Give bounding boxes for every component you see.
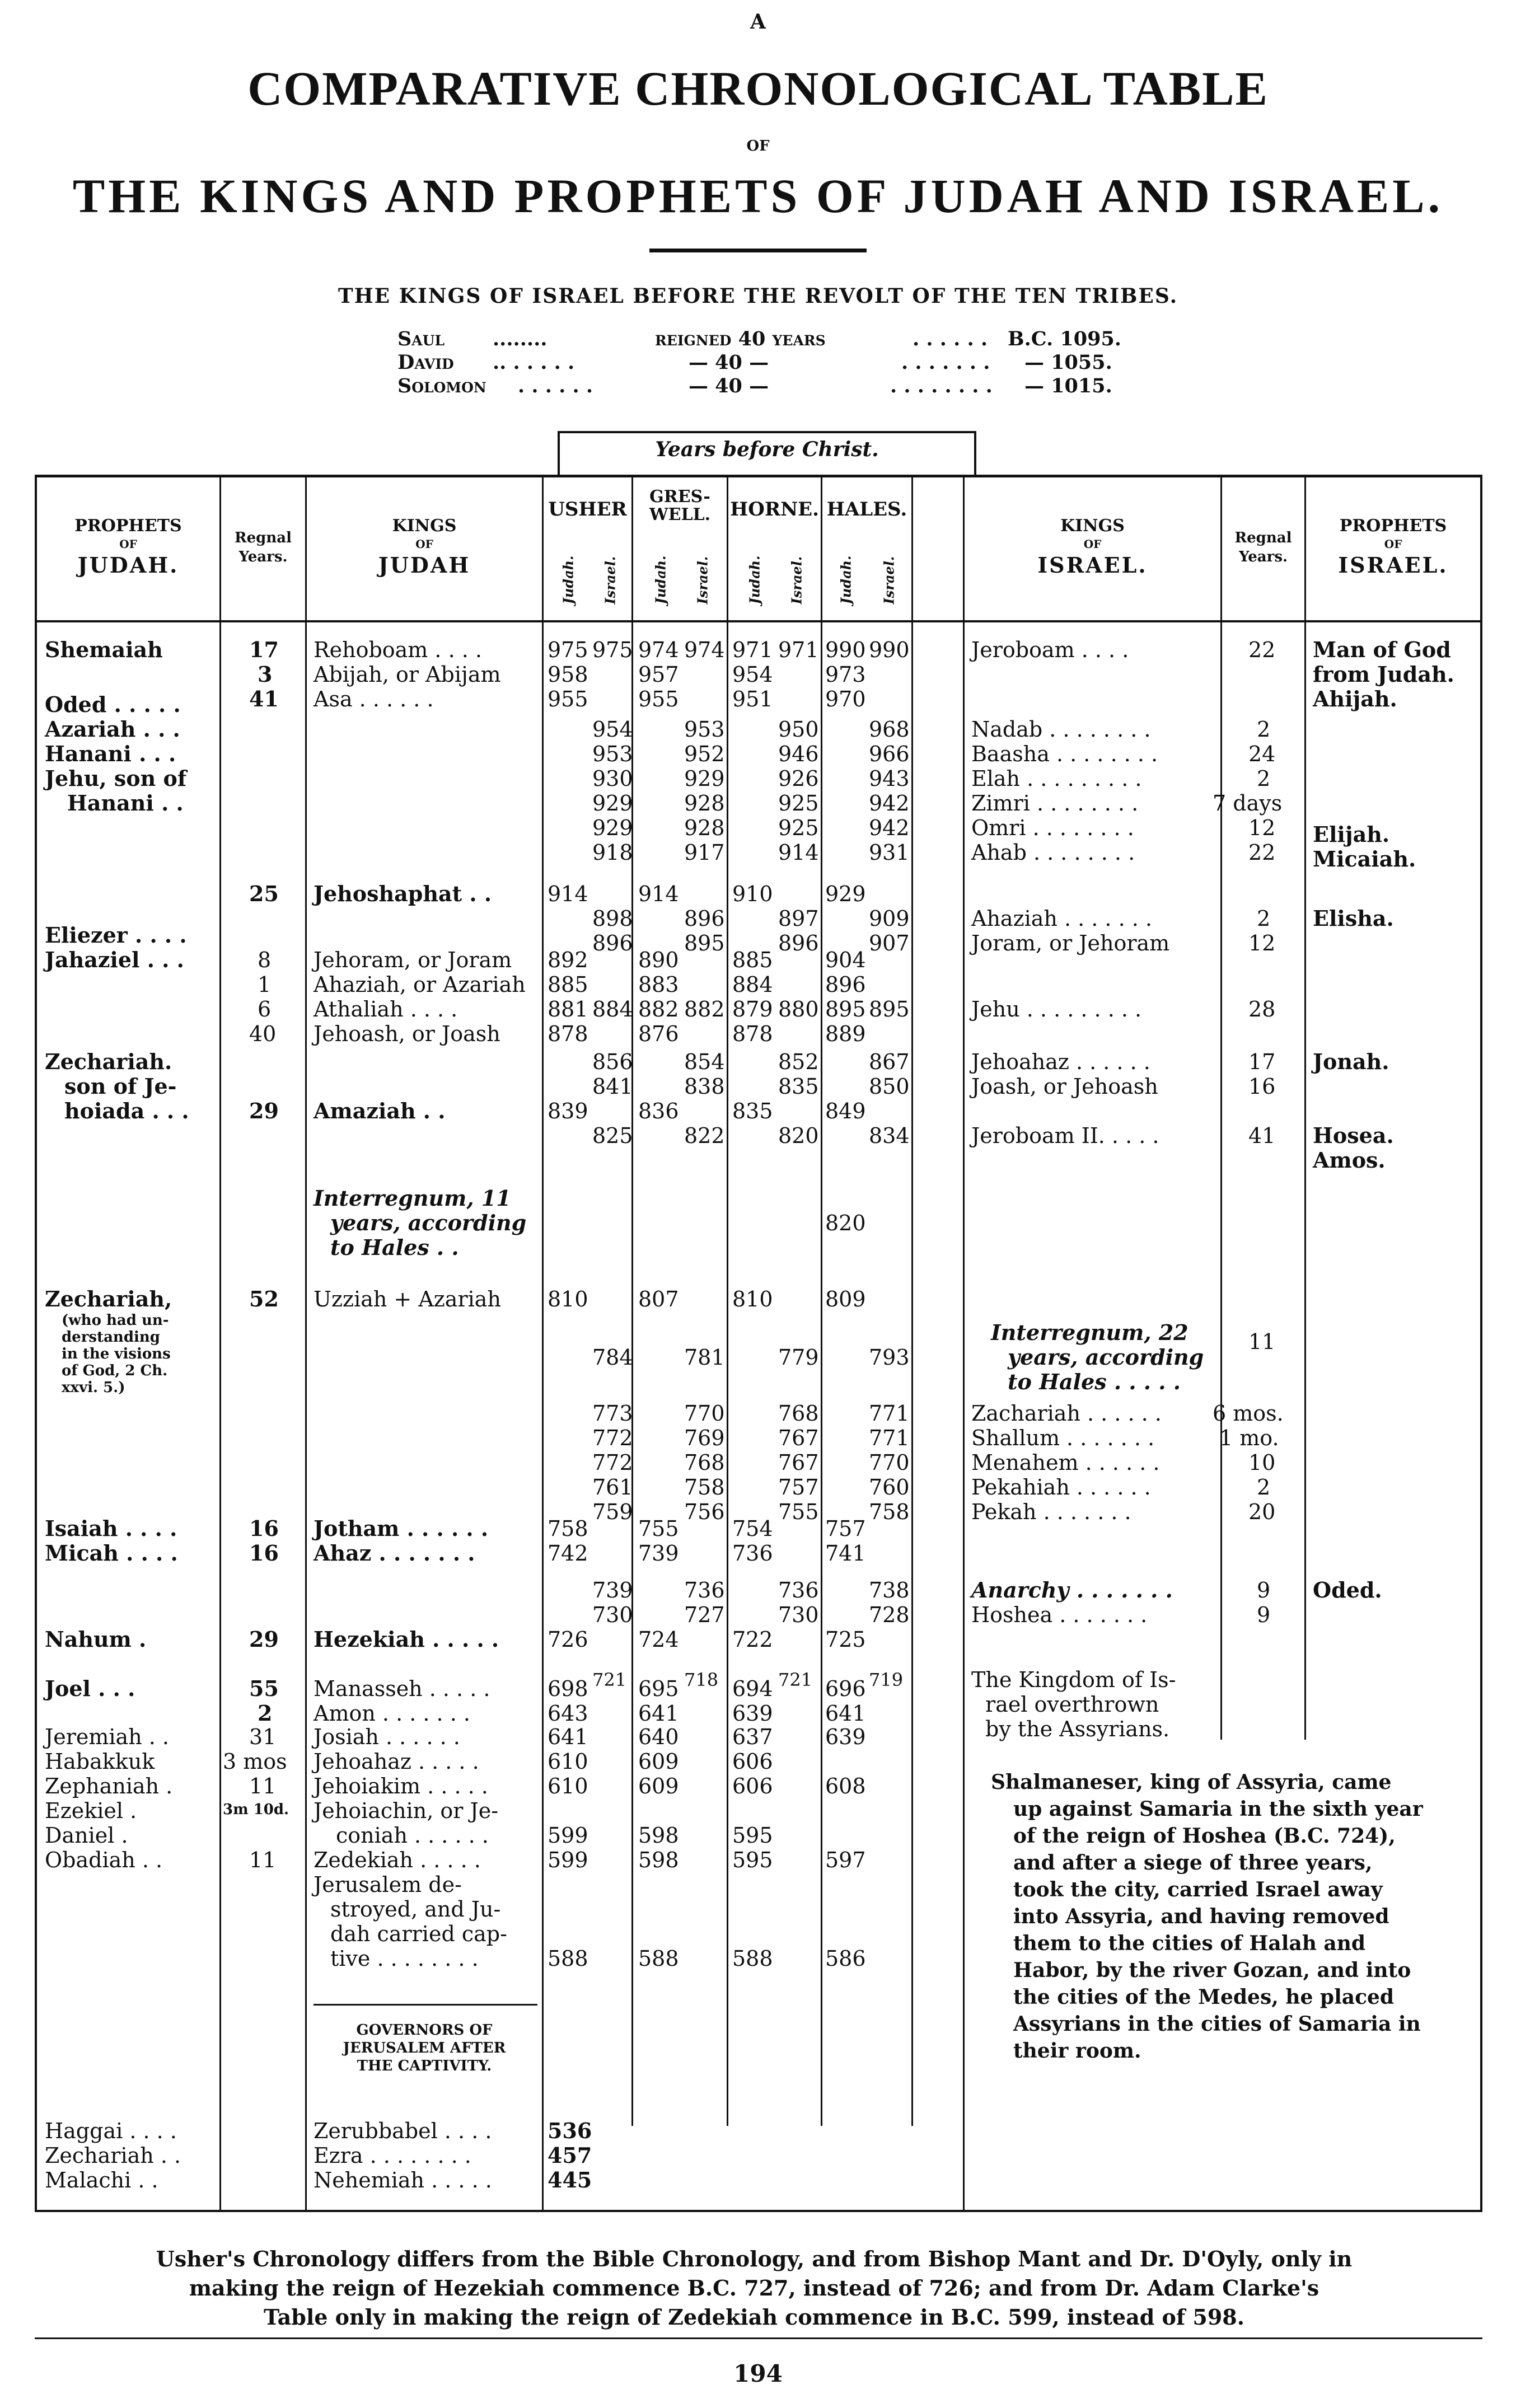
hdr-usher-judah: Judah. (560, 555, 577, 605)
prophet-israel: Ahijah. (1313, 686, 1397, 711)
king-israel: Ahab . . . . . . . . (971, 840, 1135, 865)
king-judah: Jerusalem de- (314, 1872, 462, 1897)
king-judah: Manasseh . . . . . (314, 1676, 490, 1701)
page-number: 194 (733, 2360, 783, 2387)
governors-heading: THE CAPTIVITY. (357, 2058, 492, 2074)
king-judah: Jehoiakim . . . . . (314, 1774, 488, 1798)
israel-overthrown: by the Assyrians. (985, 1717, 1170, 1741)
king-israel: Pekahiah . . . . . . (971, 1475, 1151, 1500)
governors-heading: GOVERNORS OF (356, 2022, 493, 2039)
prophet-judah-note: in the visions (62, 1346, 171, 1362)
prophet-israel: Man of God (1313, 637, 1451, 662)
hdr-regnal-years-left: Regnal Years. (235, 530, 292, 565)
king-israel: Joash, or Jehoash (971, 1074, 1158, 1099)
king-judah: Jehoash, or Joash (314, 1022, 500, 1046)
king-judah: Jehoiachin, or Je- (314, 1798, 499, 1823)
prophet-judah-note: derstanding (62, 1329, 160, 1346)
king-israel: Zachariah . . . . . . (971, 1401, 1162, 1426)
pre-revolt-reigned: reigned 40 years (655, 327, 826, 350)
king-israel: Jehu . . . . . . . . . (971, 997, 1142, 1022)
king-israel: Elah . . . . . . . . . (971, 766, 1142, 791)
years-before-christ-label: Years before Christ. (655, 438, 879, 461)
governor: Zerubbabel . . . . (314, 2119, 492, 2143)
prophet-judah: Malachi . . (45, 2168, 158, 2193)
governor: Nehemiah . . . . . (314, 2168, 492, 2193)
prophet-israel: Jonah. (1313, 1049, 1389, 1074)
king-israel: Menahem . . . . . . (971, 1450, 1160, 1475)
prophet-judah: son of Je- (64, 1074, 177, 1099)
king-judah: Jehoram, or Joram (314, 948, 512, 972)
king-judah: Hezekiah . . . . . (314, 1627, 499, 1652)
hdr-horne-israel: Israel. (788, 556, 805, 605)
prophet-judah: Zechariah . . (45, 2143, 181, 2168)
prophet-israel: Oded. (1313, 1577, 1382, 1603)
prophet-israel: from Judah. (1313, 662, 1454, 687)
israel-overthrown: The Kingdom of Is- (971, 1667, 1176, 1692)
king-israel: Joram, or Jehoram (971, 931, 1170, 955)
hdr-prophets-israel: PROPHETS OF ISRAEL. (1338, 516, 1448, 578)
hdr-hales: HALES. (826, 498, 907, 521)
hdr-horne: HORNE. (730, 498, 819, 521)
hdr-kings-judah: KINGS OF JUDAH (378, 516, 471, 578)
pre-revolt-dots: . . . . . . . (901, 351, 990, 374)
prophet-judah-note: (who had un- (62, 1312, 169, 1329)
king-judah: Zedekiah . . . . . (314, 1848, 481, 1872)
hdr-horne-judah: Judah. (746, 555, 763, 605)
pre-revolt-dots: . . . . . . . . (890, 374, 993, 397)
interregnum-judah: to Hales . . (330, 1235, 459, 1260)
king-judah: Jehoahaz . . . . . (314, 1749, 479, 1774)
king-israel: Ahaziah . . . . . . . (971, 906, 1152, 931)
pre-revolt-dots: . . . . . . (913, 327, 988, 350)
prophet-judah: Shemaiah (45, 637, 163, 662)
prophet-judah: Habakkuk (45, 1749, 155, 1774)
king-judah: Athaliah . . . . (314, 997, 458, 1022)
title-of: OF (746, 138, 770, 154)
prophet-judah: Micah . . . . (45, 1540, 178, 1566)
prophet-israel: Elijah. (1313, 822, 1390, 847)
pre-revolt-bc: — 1015. (1024, 374, 1112, 397)
hdr-gresweli: GRES- WELL. (649, 487, 711, 524)
pre-revolt-king: David (397, 351, 454, 374)
governors-rule (314, 2004, 537, 2006)
interregnum-israel: Interregnum, 22 (991, 1320, 1189, 1345)
prophet-israel: Elisha. (1313, 906, 1394, 931)
prophet-judah-note: of God, 2 Ch. (62, 1362, 168, 1379)
king-judah: Uzziah + Azariah (314, 1287, 501, 1311)
king-judah: Asa . . . . . . (314, 687, 434, 711)
king-israel: Anarchy . . . . . . . (971, 1577, 1173, 1603)
king-judah: Josiah . . . . . . (314, 1725, 460, 1749)
interregnum-judah: years, according (330, 1210, 527, 1235)
king-judah: dah carried cap- (330, 1922, 507, 1946)
prophet-judah: Haggai . . . . (45, 2119, 177, 2143)
prophet-judah: Hanani . . (67, 790, 184, 816)
pre-revolt-reigned: — 40 — (689, 374, 769, 397)
king-israel: Pekah . . . . . . . (971, 1500, 1131, 1524)
hdr-gres-judah: Judah. (652, 555, 669, 605)
page-title: COMPARATIVE CHRONOLOGICAL TABLE (247, 62, 1269, 115)
king-israel: Shallum . . . . . . . (971, 1426, 1155, 1450)
prophet-judah: Nahum . (45, 1627, 147, 1652)
king-judah: Ahaziah, or Azariah (314, 972, 526, 997)
king-israel: Jeroboam II. . . . . (971, 1123, 1159, 1148)
king-israel: Omri . . . . . . . . (971, 816, 1134, 840)
pre-revolt-reigned: — 40 — (689, 351, 769, 374)
king-israel: Baasha . . . . . . . . (971, 742, 1158, 766)
israel-overthrown: rael overthrown (985, 1692, 1159, 1717)
governor: Ezra . . . . . . . . (314, 2143, 471, 2168)
pre-revolt-bc: B.C. 1095. (1008, 327, 1121, 350)
pre-revolt-dots: ........ (493, 327, 548, 350)
prophet-judah: Eliezer . . . . (45, 922, 187, 948)
king-israel: Hoshea . . . . . . . (971, 1603, 1148, 1627)
prophet-judah: Isaiah . . . . (45, 1516, 177, 1541)
king-judah: Jotham . . . . . . (314, 1516, 489, 1541)
king-judah: Ahaz . . . . . . . (314, 1540, 475, 1566)
prophet-judah: Jehu, son of (45, 766, 187, 791)
king-israel: Nadab . . . . . . . . (971, 717, 1151, 742)
hdr-kings-israel: KINGS OF ISRAEL. (1037, 516, 1148, 578)
prophet-israel: Hosea. (1313, 1123, 1394, 1148)
king-judah: Abijah, or Abijam (314, 662, 501, 687)
pre-revolt-heading: THE KINGS OF ISRAEL BEFORE THE REVOLT OF THE TEN TRIBES. (338, 284, 1178, 308)
pre-revolt-king: Saul (397, 327, 445, 350)
king-judah: Jehoshaphat . . (314, 881, 492, 906)
governors-heading: JERUSALEM AFTER (343, 2040, 506, 2056)
prophet-judah: Jeremiah . . (45, 1725, 170, 1749)
hdr-regnal-years-right: Regnal Years. (1234, 530, 1292, 565)
prophet-judah: Zechariah, (45, 1286, 172, 1311)
prophet-judah: Ezekiel . (45, 1798, 137, 1823)
prophet-judah: Oded . . . . . (45, 692, 181, 717)
pre-revolt-dots: . . . . . . (518, 374, 593, 397)
hdr-usher-israel: Israel. (602, 556, 619, 605)
footnote: Usher's Chronology differs from the Bible Chronology, and from Bishop Mant and Dr. D'Oyly, only in making the reign of Hezekiah commence B.C. 727, instead of 726; and from Dr. Adam Clarke's Table only in making the reign of Zedekiah commence in B.C. 599, instead of 598. (156, 2246, 1353, 2330)
pre-revolt-dots: .. . . . . . (493, 351, 575, 374)
prophet-judah: Jahaziel . . . (45, 947, 184, 972)
hdr-hales-israel: Israel. (881, 556, 897, 605)
title-article: A (750, 10, 766, 34)
king-judah: Rehoboam . . . . (314, 638, 482, 662)
prophet-israel: Micaiah. (1313, 846, 1416, 872)
interregnum-israel: to Hales . . . . . (1008, 1369, 1181, 1394)
prophet-judah: Daniel . (45, 1823, 128, 1848)
prophet-judah: Zephaniah . (45, 1774, 173, 1798)
prophet-judah: Azariah . . . (45, 716, 180, 742)
prophet-judah: Hanani . . . (45, 741, 176, 766)
interregnum-israel: years, according (1008, 1344, 1204, 1370)
king-israel: Zimri . . . . . . . . (971, 791, 1139, 816)
hdr-prophets-judah: PROPHETS OF JUDAH. (74, 516, 182, 578)
king-judah: Amaziah . . (314, 1098, 446, 1123)
king-israel: Jeroboam . . . . (971, 638, 1129, 662)
king-judah: coniah . . . . . . (336, 1823, 489, 1848)
title-rule (649, 249, 867, 252)
prophet-judah: hoiada . . . (64, 1098, 189, 1123)
interregnum-judah: Interregnum, 11 (314, 1186, 511, 1211)
hdr-usher: USHER (548, 498, 627, 521)
hdr-gres-israel: Israel. (694, 556, 711, 605)
prophet-judah: Joel . . . (45, 1676, 135, 1701)
bottom-rule (35, 2337, 1482, 2339)
pre-revolt-king: Solomon (397, 374, 486, 397)
pre-revolt-bc: — 1055. (1024, 351, 1112, 374)
page-subtitle: THE KINGS AND PROPHETS OF JUDAH AND ISRAEL. (72, 169, 1444, 223)
prophet-judah: Obadiah . . (45, 1848, 163, 1872)
pre-revolt-list (397, 327, 1181, 411)
prophet-judah: Zechariah. (45, 1049, 172, 1074)
king-israel: Jehoahaz . . . . . . (971, 1050, 1150, 1074)
hdr-hales-judah: Judah. (837, 555, 854, 605)
king-judah: tive . . . . . . . . (330, 1946, 479, 1971)
king-judah: Amon . . . . . . . (314, 1701, 470, 1726)
prophet-judah-note: xxvi. 5.) (62, 1379, 125, 1396)
king-judah: stroyed, and Ju- (330, 1897, 501, 1922)
prophet-israel: Amos. (1313, 1147, 1386, 1173)
